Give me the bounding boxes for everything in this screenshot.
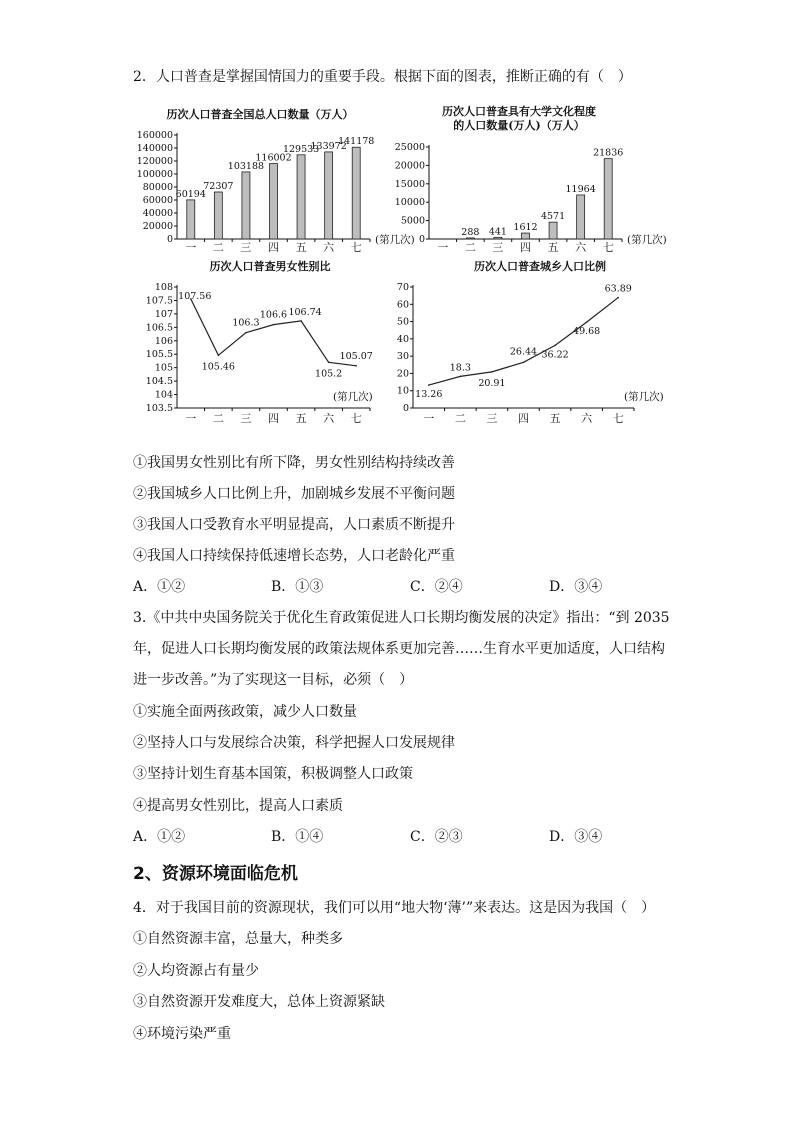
x-tick-label: 五 <box>295 241 307 254</box>
data-label: 106.74 <box>288 306 322 318</box>
y-tick-label: 60 <box>396 299 409 311</box>
data-label: 107.56 <box>178 290 212 302</box>
y-tick-label: 0 <box>402 403 409 414</box>
bar <box>325 152 333 239</box>
y-tick-label: 100000 <box>136 169 173 180</box>
x-tick-label: 四 <box>518 412 529 425</box>
data-point <box>355 365 357 367</box>
x-tick-label: 三 <box>240 241 252 254</box>
x-axis-unit: (第几次) <box>375 234 415 246</box>
y-tick-label: 160000 <box>136 130 173 141</box>
y-tick-label: 106.5 <box>145 322 173 334</box>
x-tick-label: 一 <box>423 412 435 425</box>
y-tick-label: 40 <box>396 333 409 345</box>
y-tick-label: 120000 <box>136 156 173 167</box>
data-point <box>273 324 275 326</box>
bar <box>297 155 305 239</box>
chart-title: 历次人口普查具有大学文化程度 <box>442 105 596 118</box>
x-tick-label: 六 <box>581 412 593 425</box>
y-tick-label: 25000 <box>394 142 425 153</box>
data-label: 63.89 <box>604 283 632 295</box>
y-tick-label: 0 <box>166 234 173 245</box>
x-tick-label: 四 <box>268 241 279 254</box>
y-tick-label: 103.5 <box>145 403 173 414</box>
x-tick-label: 一 <box>185 241 197 254</box>
data-label: 26.44 <box>509 346 538 358</box>
x-axis-unit: (第几次) <box>627 234 667 246</box>
y-tick-label: 105 <box>154 362 173 374</box>
q4-statement-1: ①自然资源丰富，总量大，种类多 <box>133 931 343 947</box>
x-axis-unit: (第几次) <box>333 391 373 403</box>
q2-statement-2: ②我国城乡人口比例上升，加剧城乡发展不平衡问题 <box>133 486 455 502</box>
y-tick-label: 20000 <box>142 221 173 232</box>
x-tick-label: 六 <box>575 241 587 254</box>
data-point <box>586 321 588 323</box>
q3-option-a[interactable]: A．①② <box>133 829 186 845</box>
q4-stem: 4．对于我国目前的资源现状，我们可以用“地大物‘薄’”来表达。这是因为我国（ ） <box>133 900 656 916</box>
y-tick-label: 10 <box>396 385 409 397</box>
x-tick-label: 七 <box>350 412 362 425</box>
data-label: 103188 <box>227 160 265 172</box>
y-tick-label: 106 <box>154 335 173 347</box>
data-point <box>218 354 220 356</box>
data-label: 105.2 <box>315 368 343 380</box>
data-label: 106.3 <box>232 317 260 329</box>
data-label: 21836 <box>593 147 624 159</box>
data-label: 116002 <box>255 152 292 164</box>
x-tick-label: 二 <box>212 412 224 425</box>
data-label: 11964 <box>565 183 596 195</box>
x-tick-label: 七 <box>350 241 362 254</box>
q2-option-a[interactable]: A．①② <box>133 579 186 595</box>
data-point <box>523 361 525 363</box>
y-tick-label: 0 <box>418 234 425 245</box>
bar <box>466 238 474 239</box>
x-tick-label: 三 <box>492 241 504 254</box>
data-point <box>300 320 302 322</box>
bar <box>270 164 278 239</box>
bar <box>577 195 585 239</box>
y-tick-label: 20 <box>396 368 409 380</box>
x-tick-label: 七 <box>612 412 624 425</box>
bar <box>522 233 530 239</box>
y-tick-label: 15000 <box>394 178 425 190</box>
data-label: 4571 <box>540 211 566 223</box>
q3-stem-line-2: 年，促进人口长期均衡发展的政策法规体系更加完善……生育水平更加适度，人口结构 <box>133 641 665 657</box>
bar <box>549 222 557 239</box>
data-label: 20.91 <box>478 377 506 389</box>
data-point <box>491 371 493 373</box>
y-tick-label: 40000 <box>142 208 173 219</box>
chart-sex-ratio <box>146 259 373 425</box>
x-tick-label: 六 <box>323 412 335 425</box>
x-tick-label: 三 <box>486 412 498 425</box>
chart-university-population <box>395 104 667 254</box>
data-label: 72307 <box>203 181 234 193</box>
y-tick-label: 104.5 <box>145 376 173 388</box>
data-label: 288 <box>461 226 480 238</box>
q2-statement-1: ①我国男女性别比有所下降，男女性别结构持续改善 <box>133 455 455 471</box>
chart-urban-ratio <box>397 259 664 425</box>
y-tick-label: 5000 <box>400 215 425 227</box>
q3-statement-1: ①实施全面两孩政策，减少人口数量 <box>133 704 357 720</box>
chart-total-population <box>137 107 415 254</box>
x-tick-label: 二 <box>454 412 466 425</box>
q3-option-b[interactable]: B．①④ <box>271 829 324 845</box>
bar <box>187 200 195 239</box>
bar <box>604 159 612 239</box>
data-label: 18.3 <box>449 362 471 374</box>
data-label: 141178 <box>338 136 375 148</box>
y-tick-label: 107.5 <box>145 295 173 307</box>
y-tick-label: 10000 <box>394 197 425 209</box>
data-label: 105.07 <box>339 350 373 362</box>
y-tick-label: 70 <box>396 282 409 293</box>
data-label: 133972 <box>310 140 347 152</box>
x-tick-label: 二 <box>212 241 224 254</box>
q2-statement-3: ③我国人口受教育水平明显提高，人口素质不断提升 <box>133 517 455 533</box>
data-label: 60194 <box>175 188 206 200</box>
data-label: 13.26 <box>415 389 443 401</box>
data-point <box>245 332 247 334</box>
data-label: 441 <box>488 226 507 238</box>
x-tick-label: 三 <box>240 412 252 425</box>
y-tick-label: 108 <box>154 282 173 293</box>
data-label: 49.68 <box>573 326 601 338</box>
section-heading: 2、资源环境面临危机 <box>133 864 298 884</box>
q3-statement-2: ②坚持人口与发展综合决策，科学把握人口发展规律 <box>133 735 455 751</box>
data-label: 106.6 <box>259 309 288 321</box>
q3-statement-4: ④提高男女性别比，提高人口素质 <box>133 798 343 814</box>
x-tick-label: 五 <box>549 412 561 425</box>
y-tick-label: 50 <box>396 316 409 328</box>
chart-title: 历次人口普查全国总人口数量（万人） <box>166 108 354 121</box>
x-tick-label: 一 <box>185 412 197 425</box>
y-tick-label: 30 <box>396 351 409 363</box>
data-point <box>460 376 462 378</box>
bar <box>214 192 222 239</box>
data-point <box>328 361 330 363</box>
x-tick-label: 四 <box>268 412 279 425</box>
q4-statement-3: ③自然资源开发难度大，总体上资源紧缺 <box>133 994 385 1010</box>
bar <box>494 237 502 239</box>
chart-title: 历次人口普查城乡人口比例 <box>474 260 606 273</box>
data-point <box>617 297 619 299</box>
data-label: 1612 <box>513 222 538 234</box>
bar <box>242 172 250 239</box>
x-tick-label: 五 <box>295 412 307 425</box>
data-label: 129533 <box>282 143 320 155</box>
y-tick-label: 60000 <box>142 195 173 206</box>
bar <box>352 147 360 239</box>
x-tick-label: 四 <box>520 241 531 254</box>
x-tick-label: 五 <box>547 241 559 254</box>
q3-option-c[interactable]: C．②③ <box>410 829 463 845</box>
y-tick-label: 104 <box>154 389 173 401</box>
x-tick-label: 七 <box>602 241 614 254</box>
data-point <box>554 345 556 347</box>
y-tick-label: 80000 <box>142 182 173 193</box>
q3-stem-line-1: 3.《中共中央国务院关于优化生育政策促进人口长期均衡发展的决定》指出：“到 2035 <box>133 610 670 626</box>
q3-stem-line-3: 进一步改善。”为了实现这一目标，必须（ ） <box>133 672 414 688</box>
y-tick-label: 105.5 <box>145 349 173 361</box>
q3-option-d[interactable]: D．③④ <box>549 829 603 845</box>
y-tick-label: 20000 <box>394 160 425 172</box>
charts-figure <box>0 0 794 440</box>
q2-option-b[interactable]: B．①③ <box>271 579 324 595</box>
q2-stem: 2．人口普查是掌握国情国力的重要手段。根据下面的图表，推断正确的有（ ） <box>133 69 632 85</box>
x-tick-label: 二 <box>464 241 476 254</box>
data-point <box>428 384 430 386</box>
q4-statement-2: ②人均资源占有量少 <box>133 963 259 979</box>
data-label: 105.46 <box>201 361 235 373</box>
data-label: 36.22 <box>541 349 569 361</box>
y-tick-label: 140000 <box>136 143 173 154</box>
q3-statement-3: ③坚持计划生育基本国策，积极调整人口政策 <box>133 766 413 782</box>
x-tick-label: 一 <box>437 241 449 254</box>
q2-statement-4: ④我国人口持续保持低速增长态势，人口老龄化严重 <box>133 548 455 564</box>
x-axis-unit: (第几次) <box>624 391 664 403</box>
chart-title: 历次人口普查男女性别比 <box>209 260 331 273</box>
q2-option-c[interactable]: C．②④ <box>410 579 463 595</box>
q4-statement-4: ④环境污染严重 <box>133 1026 231 1042</box>
x-tick-label: 六 <box>323 241 335 254</box>
chart-title: 的人口数量(万人)（万人） <box>453 119 585 132</box>
q2-option-d[interactable]: D．③④ <box>549 579 603 595</box>
y-tick-label: 107 <box>154 308 173 320</box>
